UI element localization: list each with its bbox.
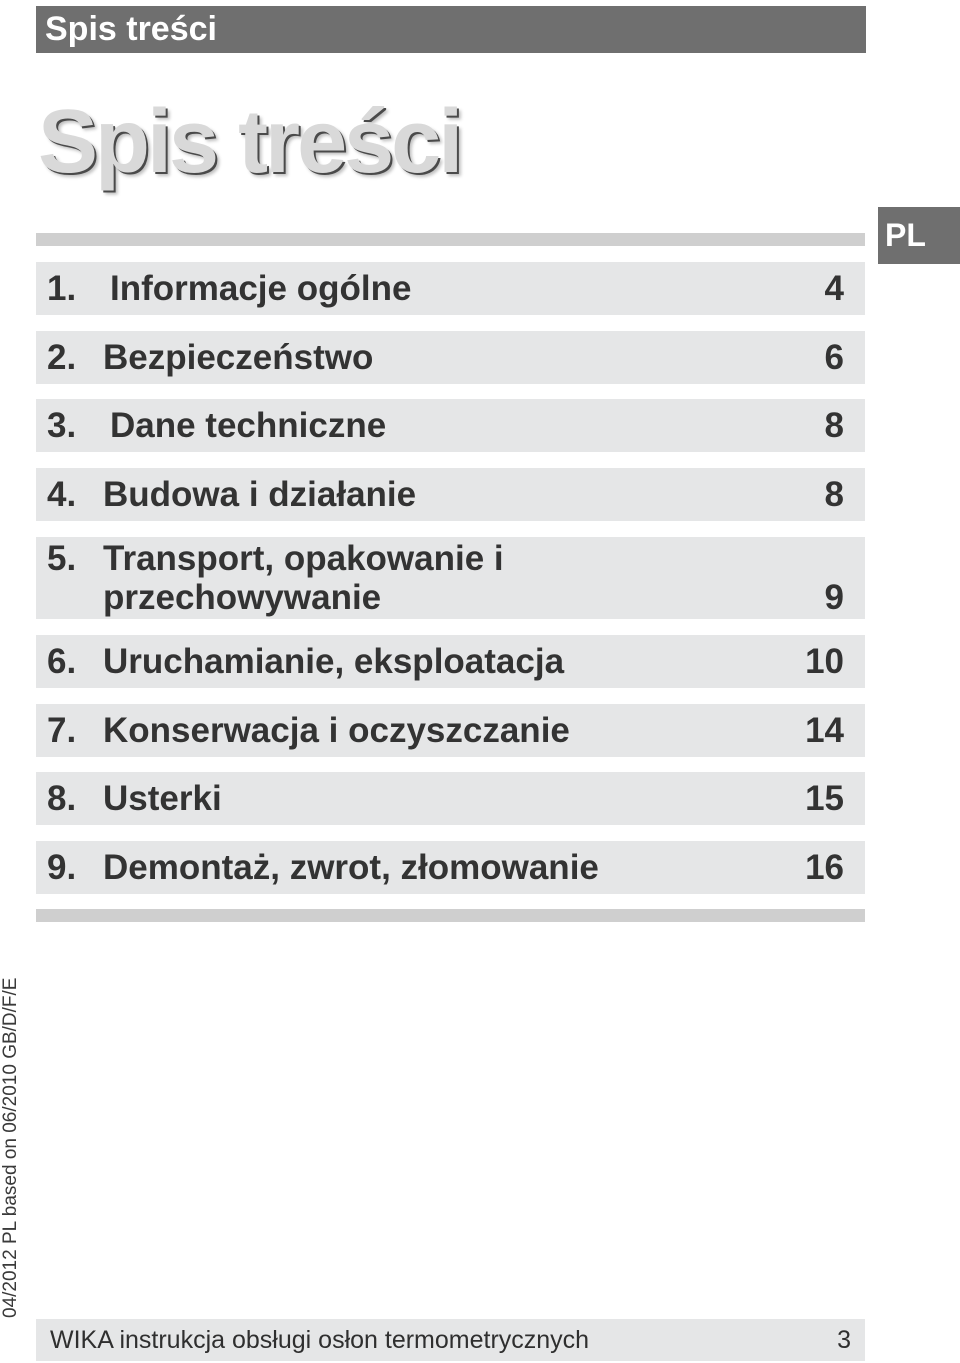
toc-item-label: Uruchamianie, eksploatacja <box>103 642 565 681</box>
toc-item[interactable] <box>36 704 865 757</box>
footer-page-number: 3 <box>837 1326 851 1354</box>
footer-text: WIKA instrukcja obsługi osłon termometrycznych <box>50 1326 590 1354</box>
toc-item-number: 4. <box>47 475 77 514</box>
toc-item-label: Usterki <box>103 779 222 818</box>
toc-item-label: Dane techniczne <box>110 406 387 445</box>
toc-item-label: Informacje ogólne <box>110 269 412 308</box>
document-version-note: 04/2012 PL based on 06/2010 GB/D/F/E <box>0 977 21 1318</box>
bottom-divider <box>36 909 865 922</box>
toc-item-page: 4 <box>824 269 844 308</box>
toc-item[interactable] <box>36 331 865 384</box>
toc-item[interactable] <box>36 635 865 688</box>
language-tab: PL <box>878 207 960 264</box>
footer-bar <box>36 1319 865 1361</box>
toc-item-label: Demontaż, zwrot, złomowanie <box>103 848 599 887</box>
toc-item-number: 1. <box>47 269 77 308</box>
toc-item-page: 10 <box>805 642 844 681</box>
toc-item-label: Bezpieczeństwo <box>103 338 374 377</box>
toc-item-page: 14 <box>805 711 844 750</box>
toc-item-number: 8. <box>47 779 77 818</box>
toc-item-label: Budowa i działanie <box>103 475 417 514</box>
toc-item[interactable] <box>36 772 865 825</box>
toc-item-page: 8 <box>824 475 844 514</box>
toc-item-label: Konserwacja i oczyszczanie <box>103 711 570 750</box>
toc-item[interactable] <box>36 399 865 452</box>
toc-item-number: 5. <box>47 539 77 578</box>
toc-item[interactable] <box>36 262 865 315</box>
header-bar <box>36 6 866 53</box>
toc-item-number: 6. <box>47 642 77 681</box>
toc-item-page: 16 <box>805 848 844 887</box>
toc-item[interactable] <box>36 468 865 521</box>
toc-item-page: 15 <box>805 779 844 818</box>
toc-item-label-line2: przechowywanie <box>103 578 382 617</box>
header-title: Spis treści <box>45 10 217 48</box>
top-divider <box>36 233 865 246</box>
toc-item-number: 2. <box>47 338 77 377</box>
toc-item-number: 9. <box>47 848 77 887</box>
toc-item-number: 7. <box>47 711 77 750</box>
toc-item-number: 3. <box>47 406 77 445</box>
toc-item-page: 6 <box>824 338 844 377</box>
toc-item[interactable] <box>36 841 865 894</box>
page-title: Spis treści <box>38 92 461 192</box>
toc-item-page: 8 <box>824 406 844 445</box>
toc-item[interactable] <box>36 537 865 619</box>
toc-item-page: 9 <box>824 578 844 617</box>
toc-item-label-line1: Transport, opakowanie i <box>103 539 504 578</box>
